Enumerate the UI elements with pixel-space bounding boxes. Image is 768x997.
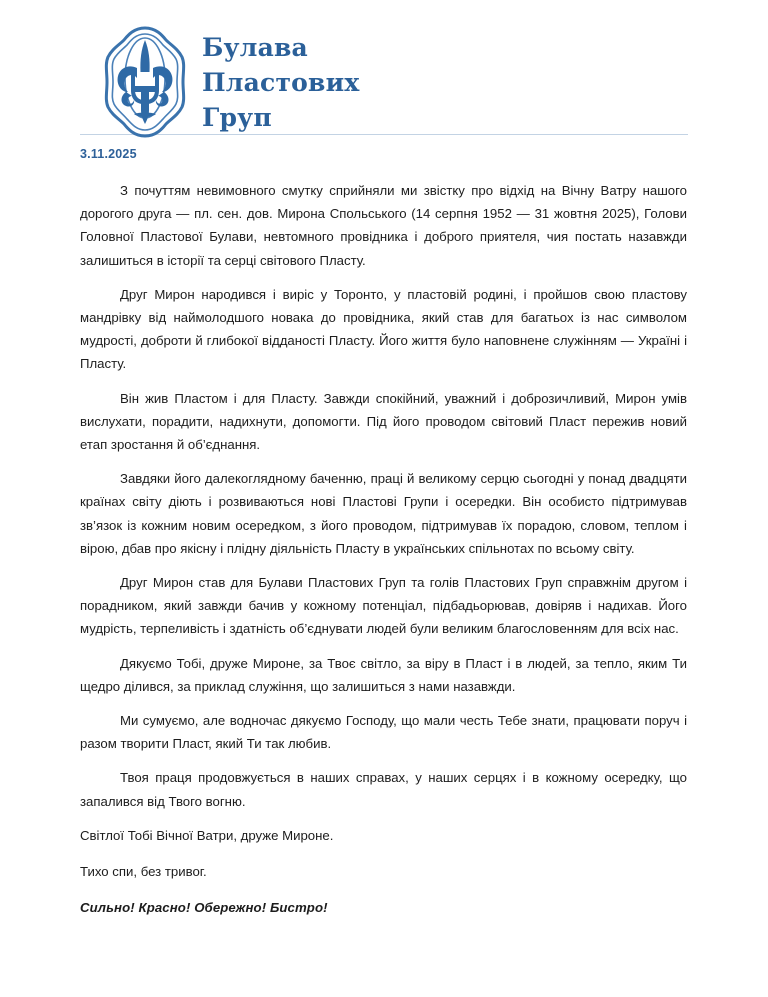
org-title-line-3: Груп	[202, 103, 272, 132]
org-title-line-1: Булава	[202, 33, 308, 62]
letter-paragraph: Він жив Пластом і для Пласту. Завжди спокійний, уважний і доброзичливий, Мирон умів вислухати, порадити, надихнути, допомогти. Під його проводом світовий Пласт пережив новий етап зростання й об’єднання.	[80, 390, 687, 453]
letter-closing-line: Тихо спи, без тривог.	[80, 864, 207, 880]
letter-paragraph: Твоя праця продовжується в наших справах, у наших серцях і в кожному осередку, що запалився від Твого вогню.	[80, 770, 687, 809]
letterhead	[0, 0, 768, 132]
letter-body	[0, 161, 768, 919]
org-title-line-2: Пластових	[202, 68, 360, 97]
letter-paragraph: Друг Мирон народився і виріс у Торонто, у пластовій родині, і пройшов свою пластову мандрівку від наймолодшого новака до провідника, який став для багатьох із нас символом мудрості, доброти й глибокої відданості Пласту. Його життя було наповнене служінням — Україні і Пласту.	[80, 286, 687, 372]
letter-closing-line: Світлої Тобі Вічної Ватри, друже Мироне.	[80, 827, 334, 843]
letter-paragraph: Друг Мирон став для Булави Пластових Груп та голів Пластових Груп справжнім другом і порадником, який завжди бачив у кожному потенціал, підбадьорював, довіряв і надихав. Його мудрість, терпеливість і здатність об’єднувати людей були великим благословенням для всіх нас.	[80, 575, 687, 637]
organization-title	[202, 26, 359, 135]
letter-paragraph: Ми сумуємо, але водночас дякуємо Господу, що мали честь Тебе знати, працювати поруч і разом творити Пласт, який Ти так любив.	[80, 713, 687, 752]
letter-paragraph: Дякуємо Тобі, друже Мироне, за Твоє світло, за віру в Пласт і в людей, за тепло, яким Ти щедро ділився, за приклад служіння, що залишиться з нами назавжди.	[80, 655, 687, 694]
letter-paragraph: Завдяки його далекоглядному баченню, праці й великому серцю сьогодні у понад двадцяти країнах світу діють і розвиваються нові Пластові Групи і осередки. Він особисто підтримував зв’язок із кожним новим осередком, з його проводом, підтримував їх порадою, словом, теплом і вірою, дбав про якісну і плідну діяльність Пласту в українських спільнотах по всьому світу.	[80, 471, 687, 556]
letter-date: 3.11.2025	[80, 147, 137, 161]
letter-motto: Сильно! Красно! Обережно! Бистро!	[80, 900, 328, 916]
letter-paragraph: З почуттям невимовного смутку сприйняли ми звістку про відхід на Вічну Ватру нашого дорогого друга — пл. сен. дов. Мирона Спольського (14 серпня 1952 — 31 жовтня 2025), Голови Головної Пластової Булави, невтомного провідника і доброго приятеля, чия постать назавжди залишиться в історії та серці світового Пласту.	[80, 183, 687, 268]
plast-trident-fleur-de-lis-emblem	[104, 26, 186, 138]
